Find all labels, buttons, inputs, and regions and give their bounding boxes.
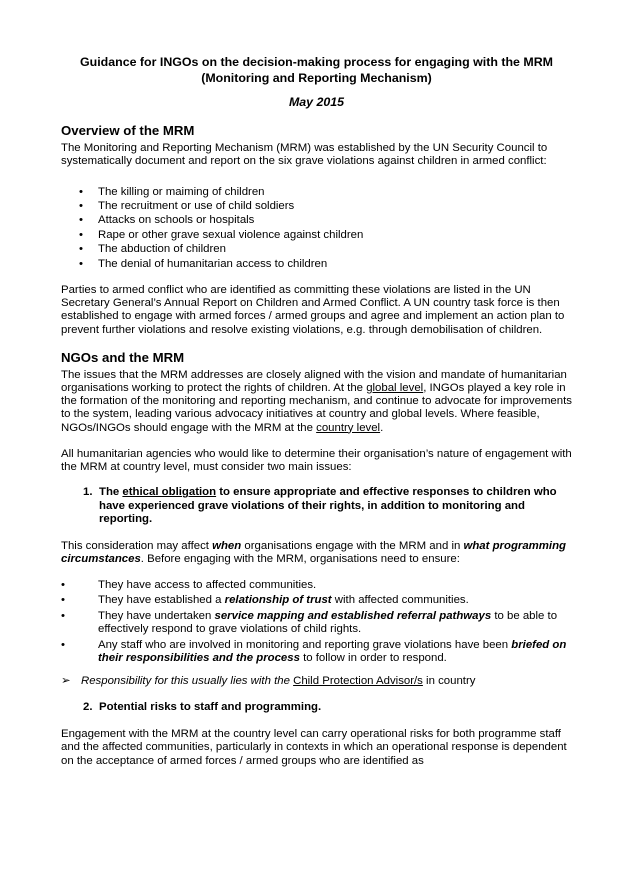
responsibility-note: ➢ Responsibility for this usually lies with the Child Protection Advisor/s in country	[61, 675, 476, 688]
arrow-bullet-icon: ➢	[61, 675, 71, 688]
list-item: • The killing or maiming of children	[79, 185, 572, 199]
global-level-link[interactable]: global level	[366, 382, 424, 395]
list-item: • They have established a relationship of trust with affected communities.	[61, 594, 572, 607]
parties-paragraph: Parties to armed conflict who are identified as committing these violations are listed in the UN Secretary General’s Annual Report on Children and Armed Conflict. A UN country task force is then established to engage with armed forces / armed groups and agree and implement an action plan to prevent further violations and resolve existing violations, e.g. through demobilisation of children.	[61, 284, 565, 336]
list-item: • The abduction of children	[79, 242, 572, 256]
document-title: Guidance for INGOs on the decision-making process for engaging with the MRM (Monitoring and Reporting Mechanism)	[80, 55, 553, 85]
list-item: • Attacks on schools or hospitals	[79, 213, 572, 227]
list-item: • They have undertaken service mapping and established referral pathways to be able to effectively respond to grave violations of child rights.	[61, 610, 572, 637]
list-item: • They have access to affected communities.	[61, 579, 572, 592]
list-item: • Any staff who are involved in monitoring and reporting grave violations have been briefed on their responsibilities and the process to follow in order to respond.	[61, 639, 572, 666]
child-protection-advisor-link[interactable]: Child Protection Advisor/s	[293, 675, 423, 688]
ngos-paragraph-2: All humanitarian agencies who would like to determine their organisation’s nature of engagement with the MRM at country level, must consider two main issues:	[61, 447, 572, 474]
ngos-paragraph-3: This consideration may affect when organisations engage with the MRM and in what programming circumstances. Before engaging with the MRM, organisations need to ensure:	[61, 539, 567, 565]
ngos-heading: NGOs and the MRM	[61, 349, 185, 365]
overview-heading: Overview of the MRM	[61, 123, 195, 139]
ensure-list	[61, 579, 572, 665]
ethical-obligation-link[interactable]: ethical obligation	[122, 486, 217, 499]
violations-list	[61, 185, 572, 271]
overview-intro: The Monitoring and Reporting Mechanism (MRM) was established by the UN Security Council to systematically document and report on the six grave violations against children in armed conflict:	[61, 142, 548, 168]
list-item: • The recruitment or use of child soldiers	[79, 199, 572, 213]
list-item: • Rape or other grave sexual violence against children	[79, 228, 572, 242]
list-item: • The denial of humanitarian access to children	[79, 257, 572, 271]
ngos-paragraph-4: Engagement with the MRM at the country level can carry operational risks for both programme staff and the affected communities, particularly in contexts in which an operational response is dependent on the acceptance of armed forces / armed groups who are identified as	[61, 728, 567, 767]
country-level-link[interactable]: country level	[316, 421, 381, 434]
document-date: May 2015	[288, 95, 345, 109]
issue-number: 2.	[83, 700, 93, 713]
issue-number: 1.	[83, 486, 93, 499]
ngos-paragraph-1: The issues that the MRM addresses are closely aligned with the vision and mandate of humanitarian organisations working to protect the rights of children. At the global level, INGOs played a key role in the formation of the monitoring and reporting mechanism, and continue to advocate for improvements to the system, leading various advocacy initiatives at country and global levels. Where feasible, NGOs/INGOs should engage with the MRM at the country level.	[61, 368, 572, 434]
issue-2: 2. Potential risks to staff and programming.	[83, 700, 322, 713]
issue-1: 1. The ethical obligation to ensure appropriate and effective responses to children who have experienced grave violations of their rights, in addition to monitoring and reporting.	[83, 486, 557, 526]
